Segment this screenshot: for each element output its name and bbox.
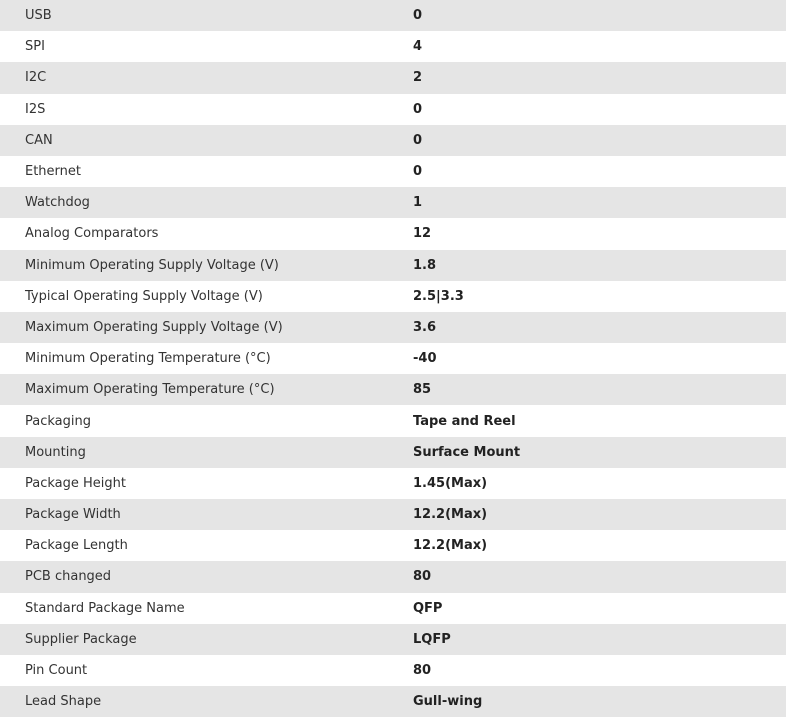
spec-label: Maximum Operating Temperature (°C) [25, 382, 275, 398]
spec-row [0, 0, 786, 31]
spec-row [0, 218, 786, 249]
spec-row [0, 437, 786, 468]
spec-row [0, 31, 786, 62]
spec-row [0, 343, 786, 374]
spec-label: Pin Count [25, 663, 88, 679]
spec-value: 0 [413, 101, 423, 117]
spec-label: Standard Package Name [25, 600, 185, 616]
spec-label: Packaging [25, 413, 91, 429]
spec-value: Tape and Reel [413, 413, 516, 429]
spec-label: Watchdog [25, 195, 90, 211]
spec-label: Package Width [25, 507, 121, 523]
spec-value: 1.8 [413, 257, 437, 273]
spec-row [0, 187, 786, 218]
spec-row [0, 94, 786, 125]
spec-value: 80 [413, 663, 432, 679]
spec-value: -40 [413, 351, 437, 367]
spec-row [0, 281, 786, 312]
spec-row [0, 530, 786, 561]
spec-row [0, 499, 786, 530]
spec-value: 2.5|3.3 [413, 288, 464, 304]
spec-value: 12.2(Max) [413, 507, 488, 523]
spec-label: Package Height [25, 475, 126, 491]
spec-value: 1 [413, 195, 423, 211]
spec-value: LQFP [413, 631, 451, 647]
spec-label: Analog Comparators [25, 226, 159, 242]
spec-value: 85 [413, 382, 432, 398]
spec-row [0, 312, 786, 343]
spec-label: PCB changed [25, 569, 112, 585]
spec-value: 12.2(Max) [413, 538, 488, 554]
spec-value: 4 [413, 39, 423, 55]
spec-row [0, 405, 786, 436]
spec-label: Typical Operating Supply Voltage (V) [25, 288, 263, 304]
spec-row [0, 62, 786, 93]
spec-label: I2C [25, 70, 47, 86]
spec-label: Maximum Operating Supply Voltage (V) [25, 319, 283, 335]
spec-value: 2 [413, 70, 423, 86]
spec-label: Ethernet [25, 164, 81, 180]
spec-row [0, 250, 786, 281]
spec-value: Gull-wing [413, 694, 483, 710]
spec-row [0, 655, 786, 686]
spec-label: CAN [25, 132, 53, 148]
spec-value: QFP [413, 600, 443, 616]
spec-label: Mounting [25, 444, 86, 460]
spec-label: Package Length [25, 538, 128, 554]
spec-value: 0 [413, 8, 423, 24]
spec-value: 0 [413, 164, 423, 180]
spec-row [0, 686, 786, 717]
spec-label: USB [25, 8, 52, 24]
spec-label: Minimum Operating Supply Voltage (V) [25, 257, 279, 273]
spec-row [0, 468, 786, 499]
spec-label: Lead Shape [25, 694, 102, 710]
spec-row [0, 125, 786, 156]
spec-value: Surface Mount [413, 444, 521, 460]
spec-value: 0 [413, 132, 423, 148]
spec-row [0, 593, 786, 624]
spec-label: I2S [25, 101, 46, 117]
spec-row [0, 561, 786, 592]
spec-value: 1.45(Max) [413, 475, 488, 491]
spec-label: SPI [25, 39, 45, 55]
spec-value: 12 [413, 226, 432, 242]
spec-row [0, 624, 786, 655]
spec-value: 80 [413, 569, 432, 585]
spec-label: Minimum Operating Temperature (°C) [25, 351, 271, 367]
spec-value: 3.6 [413, 319, 437, 335]
spec-row [0, 156, 786, 187]
spec-label: Supplier Package [25, 631, 137, 647]
spec-row [0, 374, 786, 405]
